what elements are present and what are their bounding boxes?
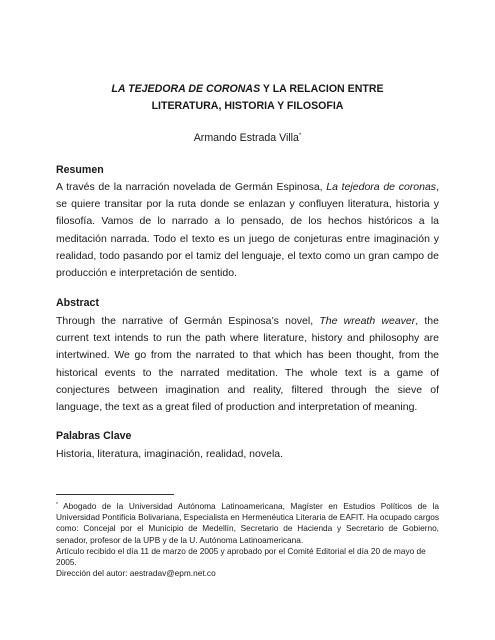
abstract-paragraph: [56, 313, 439, 416]
title-italic: LA TEJEDORA DE CORONAS: [111, 83, 261, 95]
resumen-italic-title: La tejedora de coronas: [326, 181, 437, 193]
abstract-heading: Abstract: [56, 297, 99, 309]
footnote-address[interactable]: Dirección del autor: aestradav@epm.net.co: [56, 568, 216, 579]
title-rest: Y LA RELACION ENTRE: [260, 83, 384, 95]
abstract-text-2: , the current text intends to run the path where literature, history and philosophy are intertwined. We go from the narrated to that which has been thought, from the historical events to the narrated meditation. The whole text is a game of conjectures between imagination and reality, filtered through the sieve of language, the text as a great filed of production and interpretation of meaning.: [56, 315, 439, 414]
abstract-text-1: Through the narrative of Germán Espinosa’s novel,: [56, 315, 320, 327]
resumen-text-2: , se quiere transitar por la ruta donde se enlazan y confluyen literatura, historia y filosofía. Vamos de lo narrado a lo pensado, de los hechos históricos a la meditación narrada. Todo el texto es un juego de conjeturas entre imaginación y realidad, todo pasando por el tamiz del lenguaje, el texto como un gran campo de producción e interpretación de sentido.: [56, 181, 439, 280]
author-footnote-mark[interactable]: *: [298, 133, 302, 139]
resumen-paragraph: [56, 179, 439, 282]
title-line-1: [56, 82, 439, 97]
footnote-bio: Abogado de la Universidad Autónoma Latinoamericana, Magíster en Estudios Políticos de la Universidad Pontificia Bolivariana, Especialista en Hermenéutica Literaria de EAFIT. Ha ocupado cargos como: Concejal por el Municipio de Medellín, Secretario de Hacienda y Secretario de Gobierno, senador, profesor de la UPB y de la U. Autónoma Latinoamericana.: [56, 501, 439, 545]
abstract-italic-title: The wreath weaver: [319, 315, 416, 327]
keywords-heading: Palabras Clave: [56, 430, 132, 442]
footnote-mark: *: [56, 502, 58, 508]
resumen-heading: Resumen: [56, 164, 104, 176]
footnote-received: Artículo recibido el día 11 de marzo de 2005 y aprobado por el Comité Editorial el día 20 de mayo de 2005.: [56, 545, 426, 568]
footnote: [56, 500, 439, 579]
keywords-text: Historia, literatura, imaginación, realidad, novela.: [56, 448, 284, 460]
footnote-divider: [56, 494, 174, 495]
author-text: Armando Estrada Villa: [193, 132, 299, 144]
resumen-text-1: A través de la narración novelada de Germán Espinosa,: [56, 181, 327, 193]
title-line-2: LITERATURA, HISTORIA Y FILOSOFIA: [151, 100, 344, 112]
footnote-main: [56, 501, 439, 545]
author-name: [56, 132, 439, 144]
